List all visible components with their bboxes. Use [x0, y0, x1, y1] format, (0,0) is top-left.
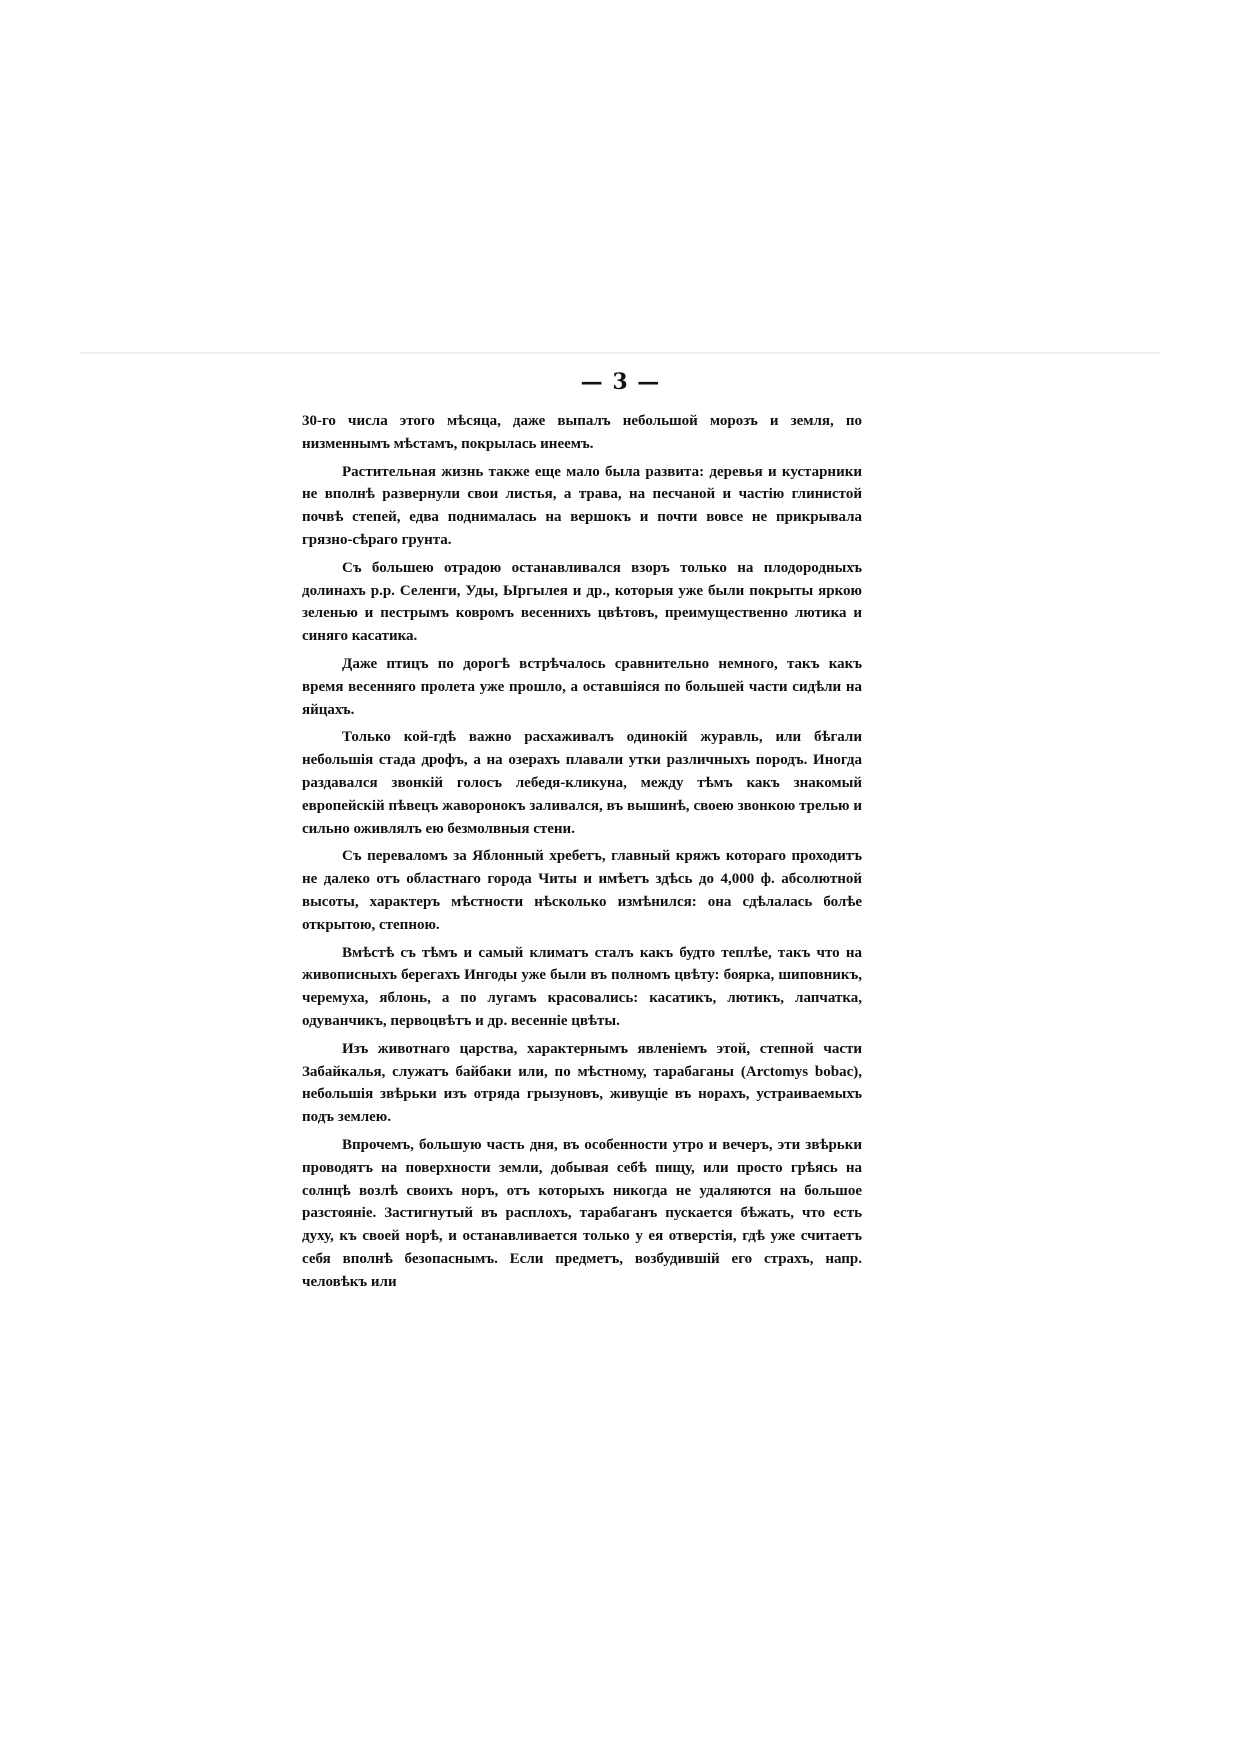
paragraph-8: Изъ животнаго царства, характернымъ явленіемъ этой, степной части Забайкалья, служатъ байбаки или, по мѣстному, тарабаганы (Arctomys bobac), небольшія звѣрьки изъ отряда грызуновъ, живущіе въ норахъ, устраиваемыхъ подъ землею.	[302, 1040, 862, 1126]
paragraph-2: Растительная жизнь также еще мало была развита: деревья и кустарники не вполнѣ развернули свои листья, а трава, на песчаной и частію глинистой почвѣ степей, едва поднималась на вершокъ и почти вовсе не прикрывала грязно-сѣраго грунта.	[302, 463, 862, 548]
body-text	[302, 410, 862, 1293]
paragraph-6: Съ переваломъ за Яблонный хребетъ, главный кряжъ котораго проходитъ не далеко отъ областнаго города Читы и имѣетъ здѣсь до 4,000 ф. абсолютной высоты, характеръ мѣстности нѣсколько измѣнился: она сдѣлалась болѣе открытою, степною.	[302, 848, 862, 933]
paragraph-5: Только кой-гдѣ важно расхаживалъ одинокій журавль, или бѣгали небольшія стада дрофъ, а на озерахъ плавали утки различныхъ породъ. Иногда раздавался звонкій голосъ лебедя-кликуна, между тѣмъ какъ знакомый европейскій пѣвецъ жаворонокъ заливался, въ вышинѣ, своею звонкою трелью и сильно оживлялъ ею безмолвныя стени.	[302, 729, 862, 837]
paragraph-9: Впрочемъ, большую часть дня, въ особенности утро и вечеръ, эти звѣрьки проводятъ на поверхности земли, добывая себѣ пищу, или просто грѣясь на солнцѣ возлѣ своихъ норъ, отъ которыхъ никогда не удаляются на большое разстояніе. Застигнутый въ расплохъ, тарабаганъ пускается бѣжать, что есть духу, къ своей норѣ, и останавливается только у ея отверстія, гдѣ уже считаетъ себя вполнѣ безопаснымъ. Если предметъ, возбудившій его страхъ, напр. человѣкъ или	[302, 1136, 862, 1290]
paragraph-1: 30-го числа этого мѣсяца, даже выпалъ небольшой морозъ и земля, по низменнымъ мѣстамъ, покрылась инеемъ.	[302, 413, 862, 452]
scan-edge	[80, 352, 1160, 354]
page-number: — 3 —	[580, 369, 661, 395]
paragraph-4: Даже птицъ по дорогѣ встрѣчалось сравнительно немного, такъ какъ время весенняго пролета уже прошло, а оставшіяся по большей части сидѣли на яйцахъ.	[302, 655, 862, 718]
paragraph-7: Вмѣстѣ съ тѣмъ и самый климатъ сталъ какъ будто теплѣе, такъ что на живописныхъ берегахъ Ингоды уже были въ полномъ цвѣту: боярка, шиповникъ, черемуха, яблонь, а по лугамъ красовались: касатикъ, лютикъ, лапчатка, одуванчикъ, первоцвѣтъ и др. весенніе цвѣты.	[302, 944, 862, 1029]
paragraph-3: Съ большею отрадою останавливался взоръ только на плодородныхъ долинахъ р.р. Селенги, Уды, Ыргылея и др., которыя уже были покрыты яркою зеленью и пестрымъ ковромъ весеннихъ цвѣтовъ, преимущественно лютика и синяго касатика.	[302, 559, 862, 645]
